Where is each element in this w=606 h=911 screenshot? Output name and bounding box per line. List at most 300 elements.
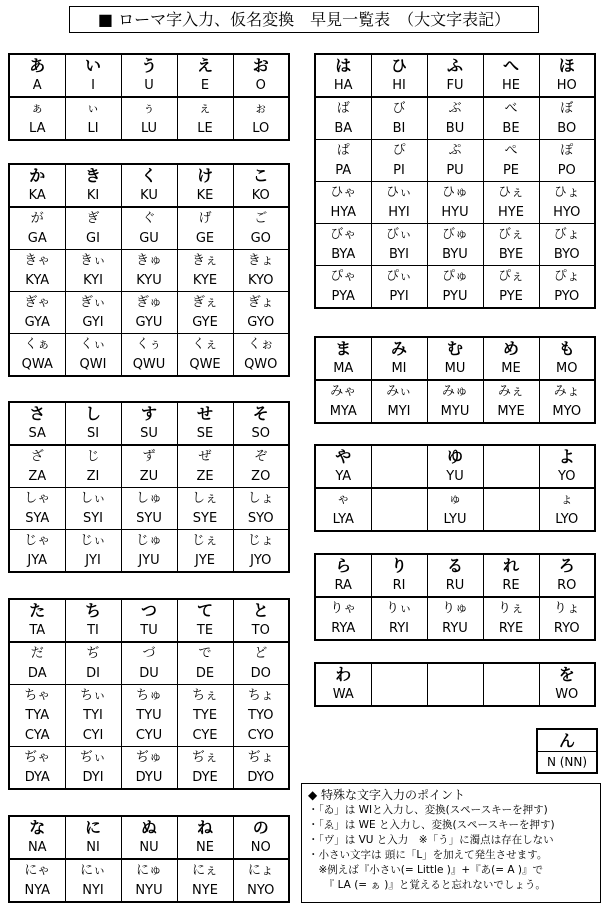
kana-cell: く [121, 164, 177, 186]
romaji-cell [371, 685, 427, 706]
romaji-cell-alt: CYE [177, 726, 233, 747]
kana-cell: み [371, 337, 427, 359]
kana-cell: ぢゅ [121, 747, 177, 769]
kana-cell: りぇ [483, 597, 539, 619]
kana-cell: て [177, 599, 233, 621]
kana-cell: しょ [233, 488, 289, 510]
kana-cell: に [65, 816, 121, 838]
kana-cell: り [371, 554, 427, 576]
kana-cell: ど [233, 642, 289, 664]
romaji-cell: GYI [65, 313, 121, 334]
kana-cell: む [427, 337, 483, 359]
kana-cell: ぶ [427, 97, 483, 119]
romaji-cell: NYE [177, 881, 233, 902]
romaji-cell: YO [539, 467, 595, 488]
romaji-cell: PO [539, 161, 595, 182]
romaji-cell: BA [315, 119, 371, 140]
romaji-cell: SO [233, 424, 289, 445]
kana-cell: ひゃ [315, 182, 371, 204]
kana-cell: ほ [539, 54, 595, 76]
kana-cell: ぎゅ [121, 292, 177, 314]
kana-cell: にゅ [121, 859, 177, 881]
romaji-cell: BYU [427, 245, 483, 266]
kana-cell: わ [315, 663, 371, 685]
kana-cell: れ [483, 554, 539, 576]
romaji-cell: KE [177, 186, 233, 207]
romaji-cell: QWE [177, 355, 233, 376]
romaji-cell: DI [65, 664, 121, 685]
kana-cell: ぬ [121, 816, 177, 838]
kana-cell: ず [121, 445, 177, 467]
kana-cell: みゃ [315, 380, 371, 402]
kana-cell: くぁ [9, 334, 65, 356]
romaji-cell: PU [427, 161, 483, 182]
kana-cell: ま [315, 337, 371, 359]
kana-cell: た [9, 599, 65, 621]
romaji-cell: SYU [121, 509, 177, 530]
kana-cell: みぃ [371, 380, 427, 402]
romaji-cell: JYA [9, 551, 65, 572]
kana-cell: ね [177, 816, 233, 838]
kana-cell [483, 488, 539, 510]
romaji-cell: ME [483, 359, 539, 380]
romaji-cell: PYE [483, 287, 539, 308]
romaji-cell: RYA [315, 619, 371, 640]
romaji-cell: PYO [539, 287, 595, 308]
kana-cell: こ [233, 164, 289, 186]
kana-cell: ざ [9, 445, 65, 467]
romaji-cell: BYI [371, 245, 427, 266]
kana-cell: ん [538, 730, 596, 752]
romaji-cell: HYI [371, 203, 427, 224]
romaji-cell: LI [65, 119, 121, 140]
romaji-cell: SYI [65, 509, 121, 530]
romaji-cell: DE [177, 664, 233, 685]
romaji-cell: MU [427, 359, 483, 380]
romaji-cell: NYO [233, 881, 289, 902]
kana-cell: き [65, 164, 121, 186]
kana-cell: ぴぇ [483, 266, 539, 288]
romaji-cell: TE [177, 621, 233, 642]
kana-cell: ゅ [427, 488, 483, 510]
romaji-cell: TYA [9, 706, 65, 726]
kana-cell: ぉ [233, 97, 289, 119]
kana-cell: ゆ [427, 445, 483, 467]
kana-cell [371, 445, 427, 467]
romaji-cell: MI [371, 359, 427, 380]
kana-cell: ぴゅ [427, 266, 483, 288]
romaji-cell: RI [371, 576, 427, 597]
kana-cell: ぺ [483, 140, 539, 162]
kana-cell: しゅ [121, 488, 177, 510]
kana-cell: びゃ [315, 224, 371, 246]
kana-cell: くぇ [177, 334, 233, 356]
kana-cell: ぅ [121, 97, 177, 119]
kana-cell: びょ [539, 224, 595, 246]
kana-cell: きぃ [65, 250, 121, 272]
romaji-cell: BU [427, 119, 483, 140]
kana-cell: みぇ [483, 380, 539, 402]
romaji-cell: RYE [483, 619, 539, 640]
kana-block [314, 444, 596, 532]
kana-cell: へ [483, 54, 539, 76]
romaji-cell: YA [315, 467, 371, 488]
romaji-cell: JYU [121, 551, 177, 572]
romaji-cell: GA [9, 229, 65, 250]
kana-cell: ぴぃ [371, 266, 427, 288]
kana-cell: にゃ [9, 859, 65, 881]
romaji-cell: TYE [177, 706, 233, 726]
kana-cell: さ [9, 402, 65, 424]
romaji-cell: FU [427, 76, 483, 97]
kana-block [8, 815, 290, 903]
romaji-cell: BE [483, 119, 539, 140]
kana-cell: お [233, 54, 289, 76]
kana-cell: ぴゃ [315, 266, 371, 288]
kana-cell: りゃ [315, 597, 371, 619]
kana-cell: し [65, 402, 121, 424]
romaji-cell: HYA [315, 203, 371, 224]
romaji-cell: MA [315, 359, 371, 380]
romaji-cell: GYU [121, 313, 177, 334]
romaji-cell: I [65, 76, 121, 97]
romaji-cell: RE [483, 576, 539, 597]
kana-cell: ちゅ [121, 685, 177, 707]
kana-cell: びゅ [427, 224, 483, 246]
romaji-cell: GU [121, 229, 177, 250]
kana-cell: ゃ [315, 488, 371, 510]
kana-cell: べ [483, 97, 539, 119]
romaji-cell: DYU [121, 768, 177, 789]
romaji-cell: NU [121, 838, 177, 859]
kana-cell [483, 445, 539, 467]
kana-cell: め [483, 337, 539, 359]
kana-block [8, 53, 290, 141]
kana-cell: も [539, 337, 595, 359]
kana-cell: す [121, 402, 177, 424]
romaji-cell: RYI [371, 619, 427, 640]
n-block [536, 728, 598, 774]
kana-cell: か [9, 164, 65, 186]
kana-cell: ら [315, 554, 371, 576]
kana-cell: ぇ [177, 97, 233, 119]
kana-cell: る [427, 554, 483, 576]
romaji-cell: NA [9, 838, 65, 859]
romaji-cell: KYU [121, 271, 177, 292]
romaji-cell: BI [371, 119, 427, 140]
kana-cell: う [121, 54, 177, 76]
romaji-cell: NE [177, 838, 233, 859]
romaji-cell-alt: CYA [9, 726, 65, 747]
kana-cell: ぐ [121, 207, 177, 229]
kana-cell: ぴ [371, 140, 427, 162]
kana-cell: じゃ [9, 530, 65, 552]
romaji-cell: YU [427, 467, 483, 488]
kana-cell: ぱ [315, 140, 371, 162]
kana-cell: よ [539, 445, 595, 467]
romaji-cell: HYU [427, 203, 483, 224]
notes-box [301, 783, 601, 903]
romaji-cell: ZO [233, 467, 289, 488]
kana-cell: つ [121, 599, 177, 621]
kana-cell: じぇ [177, 530, 233, 552]
romaji-cell: LA [9, 119, 65, 140]
romaji-cell: HI [371, 76, 427, 97]
romaji-cell: KA [9, 186, 65, 207]
kana-cell [483, 663, 539, 685]
kana-cell: ぎ [65, 207, 121, 229]
romaji-cell: HYE [483, 203, 539, 224]
kana-cell: じぃ [65, 530, 121, 552]
romaji-cell [483, 510, 539, 531]
romaji-cell: LU [121, 119, 177, 140]
romaji-cell: TU [121, 621, 177, 642]
romaji-cell: PYA [315, 287, 371, 308]
kana-cell: ぢぃ [65, 747, 121, 769]
romaji-cell: BYE [483, 245, 539, 266]
kana-cell: ぢ [65, 642, 121, 664]
kana-block [314, 336, 596, 424]
kana-cell: にょ [233, 859, 289, 881]
romaji-cell: MYO [539, 402, 595, 423]
kana-cell: きょ [233, 250, 289, 272]
romaji-cell: LYO [539, 510, 595, 531]
kana-cell: ぃ [65, 97, 121, 119]
romaji-cell: DYI [65, 768, 121, 789]
romaji-cell: SA [9, 424, 65, 445]
kana-cell: を [539, 663, 595, 685]
kana-cell: せ [177, 402, 233, 424]
romaji-cell: QWA [9, 355, 65, 376]
romaji-cell: SE [177, 424, 233, 445]
kana-cell: しゃ [9, 488, 65, 510]
romaji-cell: BYO [539, 245, 595, 266]
romaji-cell-alt: CYU [121, 726, 177, 747]
romaji-cell: MYE [483, 402, 539, 423]
romaji-cell: HO [539, 76, 595, 97]
romaji-cell: E [177, 76, 233, 97]
romaji-cell: N (NN) [546, 755, 588, 769]
notes-line: ・「ゐ」は WIと入力し、変換(スペースキーを押す) [308, 804, 548, 816]
kana-cell: ちょ [233, 685, 289, 707]
notes-line: ・「ゑ」は WE と入力し、変換(スペースキーを押す) [308, 819, 555, 831]
romaji-cell-alt: CYO [233, 726, 289, 747]
kana-cell: じゅ [121, 530, 177, 552]
romaji-cell: QWO [233, 355, 289, 376]
kana-cell: づ [121, 642, 177, 664]
romaji-cell: HYO [539, 203, 595, 224]
kana-cell: は [315, 54, 371, 76]
kana-cell: え [177, 54, 233, 76]
romaji-cell: QWU [121, 355, 177, 376]
kana-cell: じょ [233, 530, 289, 552]
romaji-cell: MO [539, 359, 595, 380]
romaji-cell [483, 685, 539, 706]
kana-cell: ひょ [539, 182, 595, 204]
romaji-cell: KYE [177, 271, 233, 292]
kana-cell: ぎゃ [9, 292, 65, 314]
kana-cell: ちぃ [65, 685, 121, 707]
kana-cell: の [233, 816, 289, 838]
romaji-cell: JYE [177, 551, 233, 572]
romaji-cell: WO [539, 685, 595, 706]
romaji-cell: MYU [427, 402, 483, 423]
kana-cell: ぞ [233, 445, 289, 467]
romaji-cell: JYI [65, 551, 121, 572]
kana-cell: びぇ [483, 224, 539, 246]
romaji-cell: RYU [427, 619, 483, 640]
kana-cell: りぃ [371, 597, 427, 619]
romaji-cell: TYU [121, 706, 177, 726]
romaji-cell: GE [177, 229, 233, 250]
romaji-cell: BYA [315, 245, 371, 266]
kana-cell: ぢぇ [177, 747, 233, 769]
romaji-cell: SYE [177, 509, 233, 530]
kana-cell: な [9, 816, 65, 838]
kana-block [314, 53, 596, 309]
romaji-cell [427, 685, 483, 706]
kana-cell [427, 663, 483, 685]
romaji-cell: NYA [9, 881, 65, 902]
romaji-cell: MYI [371, 402, 427, 423]
kana-cell: ょ [539, 488, 595, 510]
kana-cell: りゅ [427, 597, 483, 619]
romaji-cell: HA [315, 76, 371, 97]
kana-cell: ふ [427, 54, 483, 76]
romaji-cell: TYI [65, 706, 121, 726]
kana-cell: びぃ [371, 224, 427, 246]
romaji-cell: GI [65, 229, 121, 250]
kana-cell: ぜ [177, 445, 233, 467]
romaji-cell: DO [233, 664, 289, 685]
kana-cell: きゃ [9, 250, 65, 272]
romaji-cell: ZU [121, 467, 177, 488]
kana-cell: ひぇ [483, 182, 539, 204]
kana-cell: と [233, 599, 289, 621]
romaji-cell: PYI [371, 287, 427, 308]
kana-cell: ひ [371, 54, 427, 76]
romaji-cell: TYO [233, 706, 289, 726]
romaji-cell: QWI [65, 355, 121, 376]
romaji-cell-alt: CYI [65, 726, 121, 747]
kana-block [8, 401, 290, 573]
romaji-cell: RA [315, 576, 371, 597]
kana-cell: みょ [539, 380, 595, 402]
kana-cell: くぉ [233, 334, 289, 356]
kana-cell: び [371, 97, 427, 119]
kana-cell: が [9, 207, 65, 229]
romaji-cell: O [233, 76, 289, 97]
kana-cell: りょ [539, 597, 595, 619]
romaji-cell: KI [65, 186, 121, 207]
kana-cell [371, 488, 427, 510]
romaji-cell: NYI [65, 881, 121, 902]
kana-cell: じ [65, 445, 121, 467]
romaji-cell: NO [233, 838, 289, 859]
romaji-cell: MYA [315, 402, 371, 423]
kana-cell: ば [315, 97, 371, 119]
romaji-cell: NYU [121, 881, 177, 902]
kana-cell: ろ [539, 554, 595, 576]
romaji-cell: LE [177, 119, 233, 140]
romaji-cell: SI [65, 424, 121, 445]
romaji-cell: PYU [427, 287, 483, 308]
kana-cell: ぎょ [233, 292, 289, 314]
romaji-cell: GYE [177, 313, 233, 334]
kana-block [314, 553, 596, 641]
kana-cell: ぢゃ [9, 747, 65, 769]
romaji-cell: DYA [9, 768, 65, 789]
kana-cell: くぅ [121, 334, 177, 356]
kana-cell: ち [65, 599, 121, 621]
kana-cell: で [177, 642, 233, 664]
romaji-cell: DA [9, 664, 65, 685]
romaji-cell: GYO [233, 313, 289, 334]
kana-cell: ぁ [9, 97, 65, 119]
kana-cell: きゅ [121, 250, 177, 272]
kana-cell: にぃ [65, 859, 121, 881]
kana-cell: ひぃ [371, 182, 427, 204]
notes-line: ※例えば『小さい(= Little )』+『あ(= A )』で [308, 864, 543, 876]
romaji-cell: LYA [315, 510, 371, 531]
kana-cell: そ [233, 402, 289, 424]
romaji-cell: SYO [233, 509, 289, 530]
romaji-cell: DYE [177, 768, 233, 789]
kana-cell: け [177, 164, 233, 186]
kana-cell: ぴょ [539, 266, 595, 288]
notes-line: 『 LA (= ぁ )』と覚えると忘れないでしょう。 [308, 879, 546, 891]
romaji-cell: PE [483, 161, 539, 182]
kana-block [314, 662, 596, 707]
romaji-cell: RYO [539, 619, 595, 640]
kana-cell: ぼ [539, 97, 595, 119]
kana-block [8, 598, 290, 790]
romaji-cell [371, 510, 427, 531]
kana-cell: にぇ [177, 859, 233, 881]
romaji-cell: PI [371, 161, 427, 182]
kana-cell: ぎぇ [177, 292, 233, 314]
romaji-cell: A [9, 76, 65, 97]
romaji-cell: LO [233, 119, 289, 140]
romaji-cell: GYA [9, 313, 65, 334]
notes-line: ・「ヴ」は VU と入力 ※「う」に濁点は存在しない [308, 834, 554, 846]
notes-heading: ◆ 特殊な文字入力のポイント [308, 788, 466, 802]
romaji-cell: RO [539, 576, 595, 597]
kana-cell: ぽ [539, 140, 595, 162]
romaji-cell: HE [483, 76, 539, 97]
romaji-cell: ZI [65, 467, 121, 488]
romaji-cell: KYO [233, 271, 289, 292]
kana-cell: ぢょ [233, 747, 289, 769]
kana-block [8, 163, 290, 377]
kana-cell: い [65, 54, 121, 76]
kana-cell: しぃ [65, 488, 121, 510]
romaji-cell: GO [233, 229, 289, 250]
romaji-cell [483, 467, 539, 488]
romaji-cell: TI [65, 621, 121, 642]
kana-cell: ちゃ [9, 685, 65, 707]
kana-cell: や [315, 445, 371, 467]
romaji-cell: DU [121, 664, 177, 685]
romaji-cell: LYU [427, 510, 483, 531]
kana-cell [371, 663, 427, 685]
romaji-cell: KYA [9, 271, 65, 292]
page-title: ■ ローマ字入力、仮名変換 早見一覧表 （大文字表記） [69, 6, 539, 33]
kana-cell: きぇ [177, 250, 233, 272]
romaji-cell: KYI [65, 271, 121, 292]
kana-cell: ご [233, 207, 289, 229]
kana-cell: あ [9, 54, 65, 76]
